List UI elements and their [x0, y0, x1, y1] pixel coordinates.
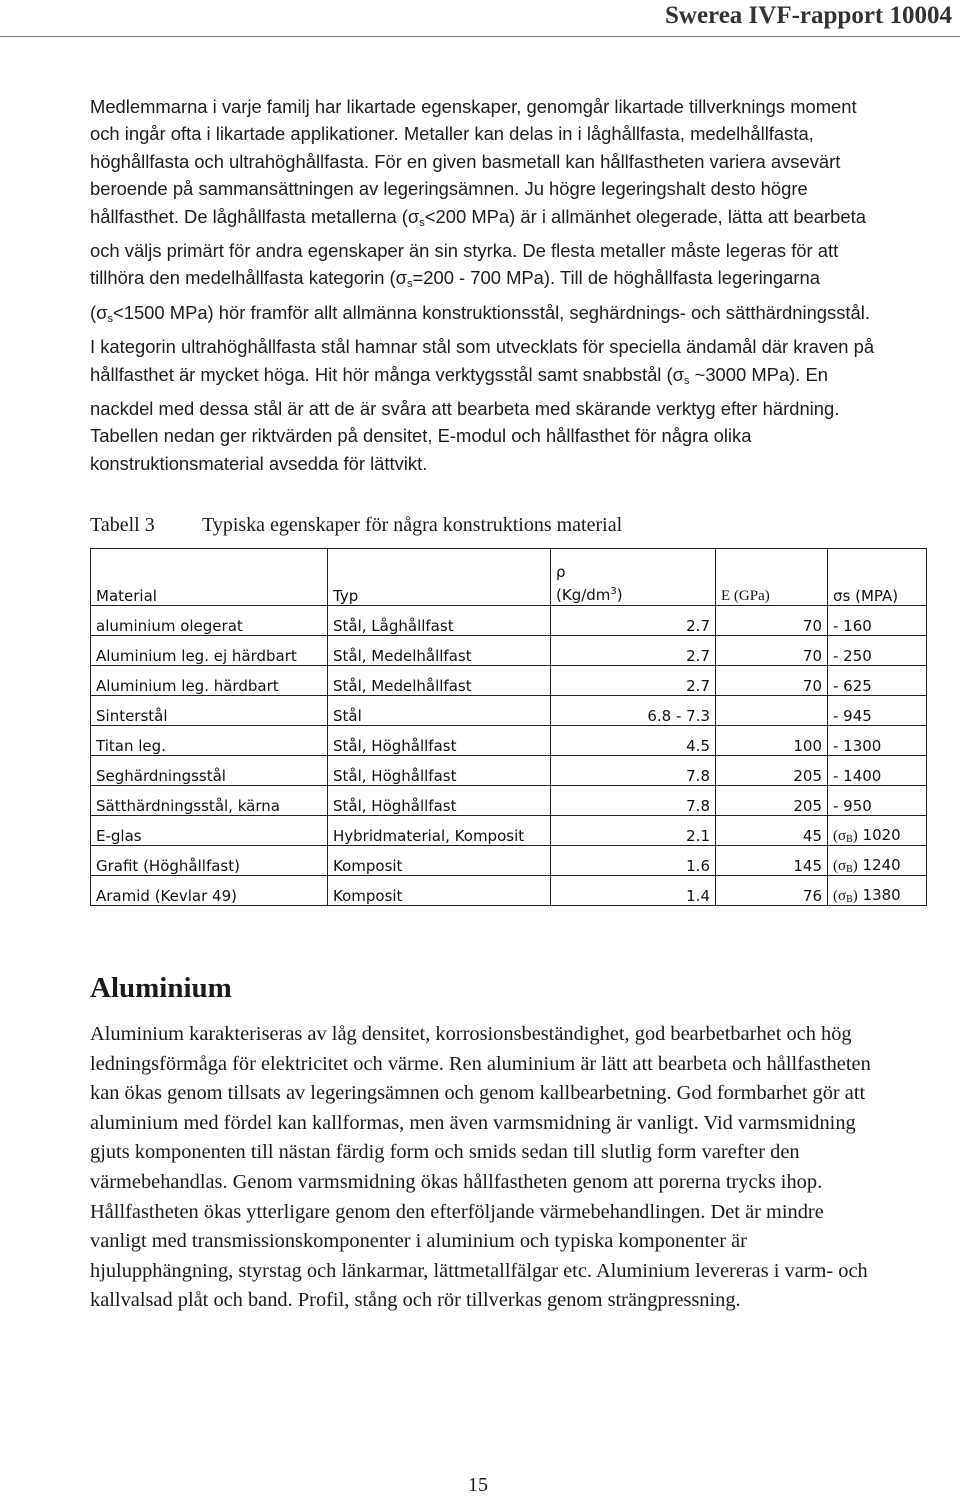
table-row: [91, 696, 927, 726]
cell-sigma: [828, 846, 927, 876]
cell-density: 1.4: [551, 876, 716, 906]
table-row: [91, 786, 927, 816]
table-caption-number: Tabell 3: [90, 514, 155, 536]
sigma-value: - 945: [833, 707, 872, 725]
cell-sigma: [828, 636, 927, 666]
cell-material: Aluminium leg. härdbart: [91, 666, 328, 696]
cell-density: 2.7: [551, 606, 716, 636]
report-header: Swerea IVF-rapport 10004: [665, 2, 952, 29]
sigma-b-suffix: ): [852, 858, 858, 874]
material-properties-table: [90, 548, 927, 906]
sigma-subscript: s: [683, 374, 690, 387]
page-number: 15: [468, 1474, 488, 1496]
header-divider: [0, 36, 960, 37]
header-density: [551, 549, 716, 606]
table-caption: [90, 514, 622, 537]
table-caption-text: Typiska egenskaper för några konstruktions material: [202, 514, 623, 536]
table-header-row: [91, 549, 927, 606]
cell-density: 2.1: [551, 816, 716, 846]
cell-density: 1.6: [551, 846, 716, 876]
table-row: [91, 876, 927, 906]
cell-sigma: [828, 606, 927, 636]
cell-density: 2.7: [551, 666, 716, 696]
sigma-b-subscript: B: [846, 864, 853, 875]
cell-sigma: [828, 756, 927, 786]
sigma-value: 1020: [857, 826, 901, 844]
sigma-value: - 1400: [833, 767, 882, 785]
sigma-b-suffix: ): [852, 828, 858, 844]
sigma-b-prefix: (σ: [833, 828, 847, 844]
sigma-subscript: s: [419, 216, 425, 229]
cell-typ: Stål, Höghållfast: [328, 786, 551, 816]
table-row: [91, 756, 927, 786]
table-row: [91, 816, 927, 846]
header-sigma: σs (MPA): [828, 549, 927, 606]
cell-sigma: [828, 696, 927, 726]
sigma-b-suffix: ): [852, 888, 858, 904]
table-row: [91, 666, 927, 696]
cell-typ: Stål, Höghållfast: [328, 726, 551, 756]
aluminium-paragraph: Aluminium karakteriseras av låg densitet, korrosionsbeständighet, god bearbetbarhet och hög ledningsförmåga för elektricitet och värme. Ren aluminium är lätt att bearbeta och hållfastheten kan ökas genom tillsats av legeringsämnen och genom kallbearbetning. God formbarhet gör att aluminium med fördel kan kallformas, men även varmsmidning är vanligt. Vid varmsmidning gjuts komponenten till nästan färdig form och smids sedan till slutlig form varefter den värmebehandlas. Genom varmsmidning ökas hållfastheten genom att porerna trycks ihop. Hållfastheten ökas ytterligare genom den efterföljande värmebehandlingen. Det är mindre vanligt med transmissionskomponenter i aluminium och typiska komponenter är hjulupphängning, styrstag och länkarmar, lättmetallfälgar etc. Aluminium levereras i varm- och kallvalsad plåt och band. Profil, stång och rör tillverkas genom strängpressning.: [90, 1023, 871, 1312]
header-typ: Typ: [328, 549, 551, 606]
sigma-value: 1240: [857, 856, 901, 874]
header-density-unit: (Kg/dm: [556, 586, 611, 604]
cell-typ: Stål, Medelhållfast: [328, 636, 551, 666]
sigma-subscript: s: [407, 278, 413, 291]
cell-material: Sätthärdningsstål, kärna: [91, 786, 328, 816]
sigma-value: - 250: [833, 647, 872, 665]
cell-emodulus: 100: [716, 726, 828, 756]
cell-material: Grafit (Höghållfast): [91, 846, 328, 876]
cell-density: 6.8 - 7.3: [551, 696, 716, 726]
cell-typ: Stål, Höghållfast: [328, 756, 551, 786]
cell-emodulus: 45: [716, 816, 828, 846]
cell-density: 7.8: [551, 786, 716, 816]
sigma-b-subscript: B: [846, 894, 853, 905]
table-row: [91, 606, 927, 636]
section-heading-aluminium: Aluminium: [90, 972, 232, 1004]
header-density-symbol: ρ: [556, 563, 566, 581]
table-row: [91, 846, 927, 876]
cell-sigma: [828, 786, 927, 816]
cell-sigma: [828, 726, 927, 756]
cell-emodulus: 70: [716, 636, 828, 666]
cell-emodulus: [716, 696, 828, 726]
header-material: Material: [91, 549, 328, 606]
cell-sigma: [828, 816, 927, 846]
cell-density: 2.7: [551, 636, 716, 666]
sigma-value: 1380: [857, 886, 901, 904]
cell-sigma: [828, 666, 927, 696]
cell-typ: Stål: [328, 696, 551, 726]
cell-material: Aramid (Kevlar 49): [91, 876, 328, 906]
sigma-value: - 950: [833, 797, 872, 815]
cell-material: Titan leg.: [91, 726, 328, 756]
cell-typ: Stål, Låghållfast: [328, 606, 551, 636]
intro-text-5: ~3000 MPa). En nackdel med dessa stål är att de är svåra att bearbeta med skärande verktyg efter härdning. Tabellen nedan ger riktvärden på densitet, E-modul och hållfasthet för några olika konstruktionsmaterial avsedda för lättvikt.: [90, 363, 840, 474]
cell-typ: Komposit: [328, 876, 551, 906]
header-density-exponent: 3: [610, 586, 617, 597]
cell-typ: Hybridmaterial, Komposit: [328, 816, 551, 846]
sigma-value: - 160: [833, 617, 872, 635]
header-density-close: ): [616, 586, 623, 604]
sigma-b-subscript: B: [846, 834, 853, 845]
cell-emodulus: 145: [716, 846, 828, 876]
cell-material: Seghärdningsstål: [91, 756, 328, 786]
sigma-subscript: s: [107, 312, 113, 325]
sigma-b-prefix: (σ: [833, 858, 847, 874]
cell-material: aluminium olegerat: [91, 606, 328, 636]
cell-emodulus: 70: [716, 606, 828, 636]
cell-material: Aluminium leg. ej härdbart: [91, 636, 328, 666]
cell-sigma: [828, 876, 927, 906]
table-row: [91, 726, 927, 756]
intro-text-2: <200 MPa) är i allmänhet olegerade, lätta att bearbeta och väljs primärt för andra egenskaper än sin styrka. De flesta metaller måste legeras för att tillhöra den medelhållfasta kategorin (σ: [90, 205, 866, 289]
cell-emodulus: 205: [716, 756, 828, 786]
intro-text-3: =200 - 700 MPa). Till de höghållfasta legeringarna (σ: [90, 267, 820, 323]
intro-paragraph: [90, 93, 880, 477]
cell-density: 4.5: [551, 726, 716, 756]
sigma-b-prefix: (σ: [833, 888, 847, 904]
sigma-value: - 1300: [833, 737, 882, 755]
sigma-value: - 625: [833, 677, 872, 695]
cell-density: 7.8: [551, 756, 716, 786]
header-emodulus: E (GPa): [716, 549, 828, 606]
cell-emodulus: 76: [716, 876, 828, 906]
cell-emodulus: 205: [716, 786, 828, 816]
cell-typ: Stål, Medelhållfast: [328, 666, 551, 696]
cell-emodulus: 70: [716, 666, 828, 696]
cell-material: E-glas: [91, 816, 328, 846]
table-row: [91, 636, 927, 666]
intro-text-4: <1500 MPa) hör framför allt allmänna konstruktionsstål, seghärdnings- och sätthärdningsstål. I kategorin ultrahöghållfasta stål hamnar stål som utvecklats för speciella ändamål där kraven på hållfasthet är mycket höga. Hit hör många verktygsstål samt snabbstål (σ: [90, 301, 875, 385]
intro-text-1: Medlemmarna i varje familj har likartade egenskaper, genomgår likartade tillverknings moment och ingår ofta i likartade applikationer. Metaller kan delas in i låghållfasta, medelhållfasta, höghållfasta och ultrahöghållfasta. För en given basmetall kan hållfastheten variera avsevärt beroende på sammansättningen av legeringsämnen. Ju högre legeringshalt desto högre hållfasthet. De låghållfasta metallerna (σ: [90, 96, 857, 227]
cell-material: Sinterstål: [91, 696, 328, 726]
cell-typ: Komposit: [328, 846, 551, 876]
